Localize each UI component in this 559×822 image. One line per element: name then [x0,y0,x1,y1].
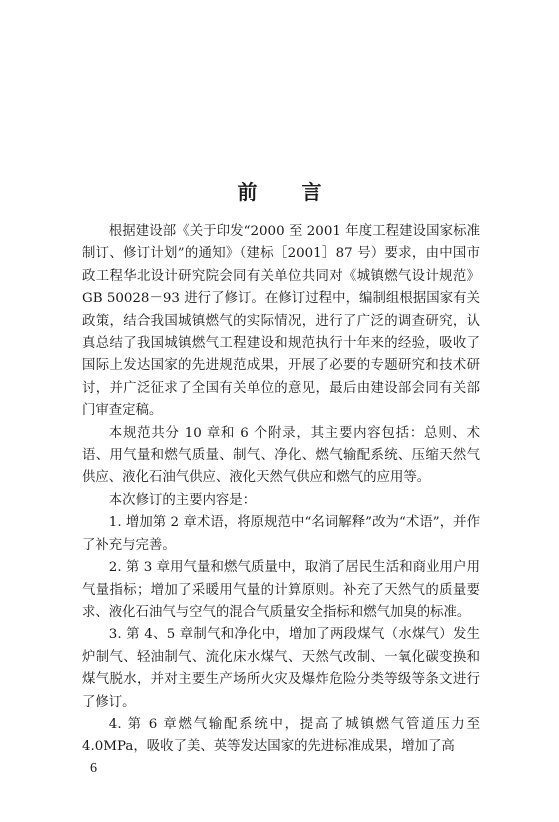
paragraph: 4. 第 6 章燃气输配系统中，提高了城镇燃气管道压力至 4.0MPa，吸收了美、英等发达国家的先进标准成果，增加了高 [82,716,480,755]
paragraph: 本规范共分 10 章和 6 个附录，其主要内容包括：总则、术语、用气量和燃气质量、制气、净化、燃气输配系统、压缩天然气供应、液化石油气供应、液化天然气供应和燃气的应用等。 [82,425,480,486]
title-char-2: 言 [301,180,322,204]
paragraph: 2. 第 3 章用气量和燃气质量中，取消了居民生活和商业用户用气量指标；增加了采暖用气量的计算原则。补充了天然气的质量要求、液化石油气与空气的混合气质量安全指标和燃气加臭的标准。 [82,560,480,620]
paragraph: 本次修订的主要内容是： [108,492,257,508]
page-number: 6 [90,761,97,776]
body-text [82,221,480,759]
title-char-1: 前 [237,180,258,204]
page-title [0,176,559,205]
paragraph: 1. 增加第 2 章术语，将原规范中“名词解释”改为“术语”，并作了补充与完善。 [82,515,480,553]
paragraph: 3. 第 4、5 章制气和净化中，增加了两段煤气（水煤气）发生炉制气、轻油制气、流化床水煤气、天然气改制、一氧化碳变换和煤气脱水，并对主要生产场所火灾及爆炸危险分类等级等条文进行了修订。 [82,627,480,710]
paragraph: 根据建设部《关于印发“2000 至 2001 年度工程建设国家标准制订、修订计划”的通知》（建标［2001］87 号）要求，由中国市政工程华北设计研究院会同有关单位共同对《城镇燃气设计规范》GB 50028－93 进行了修订。在修订过程中，编制组根据国家有关政策，结合我国城镇燃气的实际情况，进行了广泛的调查研究，认真总结了我国城镇燃气工程建设和规范执行十年来的经验，吸收了国际上发达国家的先进规范成果，开展了必要的专题研究和技术研讨，并广泛征求了全国有关单位的意见，最后由建设部会同有关部门审查定稿。 [82,224,480,419]
